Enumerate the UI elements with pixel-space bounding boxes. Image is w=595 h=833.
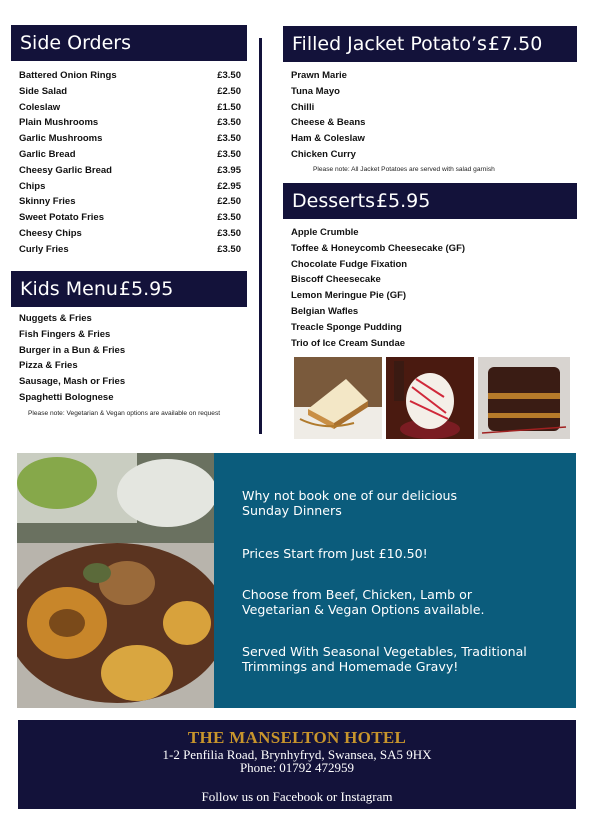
desserts-list [291,225,571,351]
list-item: Chocolate Fudge Fixation [291,258,408,270]
desserts-price: £5.95 [375,190,431,212]
promo-line-3: Choose from Beef, Chicken, Lamb or Vegetarian & Vegan Options available. [242,587,485,617]
cheesecake-photo [294,357,382,439]
list-item: Curly Fries £3.50 [19,243,241,255]
list-item: Fish Fingers & Fries [19,328,111,340]
list-item: Biscoff Cheesecake [291,274,381,286]
jacket-potatoes-list [291,68,571,163]
list-item: Garlic Mushrooms £3.50 [19,133,241,145]
list-item: Toffee & Honeycomb Cheesecake (GF) [291,242,466,254]
hotel-address: 1-2 Penfilia Road, Brynhyfryd, Swansea, SA5 9HX [162,747,432,762]
list-item: Tuna Mayo [291,85,340,97]
list-item: Battered Onion Rings £3.50 [19,70,241,81]
kids-menu-price: £5.95 [118,278,174,300]
jacket-potatoes-title: Filled Jacket Potato’s [292,33,487,55]
sunday-dinner-promo [214,453,576,708]
roast-dinner-photo [17,453,214,708]
list-item: Cheese & Beans [291,117,366,129]
list-item: Garlic Bread £3.50 [19,148,241,160]
promo-line-2: Prices Start from Just £10.50! [242,546,428,561]
desserts-header [283,183,577,219]
list-item: Chicken Curry [291,148,356,160]
list-item: Ham & Coleslaw [291,133,365,145]
list-item: Burger in a Bun & Fries [19,344,126,356]
list-item: Nuggets & Fries [19,313,92,324]
kids-menu-list [19,311,241,406]
jacket-potatoes-note: Please note: All Jacket Potatoes are served with salad garnish [313,166,495,173]
list-item: Coleslaw £1.50 [19,101,241,113]
hotel-phone: Phone: 01792 472959 [239,760,355,775]
list-item: Pizza & Fries [19,360,78,372]
kids-menu-title: Kids Menu [20,278,118,300]
jacket-potatoes-header [283,26,577,62]
list-item: Chips £2.95 [19,180,241,192]
list-item: Trio of Ice Cream Sundae [291,337,406,349]
list-item: Side Salad £2.50 [19,85,241,97]
hotel-name: THE MANSELTON HOTEL [187,728,407,747]
list-item: Plain Mushrooms £3.50 [19,117,241,129]
side-orders-list [19,68,241,258]
list-item: Sweet Potato Fries £3.50 [19,212,241,224]
kids-menu-note: Please note: Vegetarian & Vegan options are available on request [28,410,221,417]
side-orders-title: Side Orders [20,32,132,54]
chocolate-cake-photo [478,357,570,439]
sundae-photo [386,357,474,439]
list-item: Sausage, Mash or Fries [19,376,126,388]
hotel-footer [18,720,576,809]
promo-line-1: Why not book one of our delicious Sunday Dinners [242,488,458,518]
list-item: Chilli [291,101,315,113]
column-divider [259,38,262,434]
promo-line-4: Served With Seasonal Vegetables, Traditional Trimmings and Homemade Gravy! [242,644,527,674]
list-item: Cheesy Chips £3.50 [19,227,241,239]
list-item: Cheesy Garlic Bread £3.95 [19,164,241,176]
list-item: Prawn Marie [291,70,347,81]
kids-menu-header [11,271,247,307]
list-item: Treacle Sponge Pudding [291,321,402,333]
side-orders-header [11,25,247,61]
list-item: Belgian Wafles [291,305,359,317]
jacket-potatoes-price: £7.50 [487,33,543,55]
list-item: Lemon Meringue Pie (GF) [291,290,407,302]
social-follow: Follow us on Facebook or Instagram [201,789,393,804]
desserts-title: Desserts [292,190,375,212]
list-item: Spaghetti Bolognese [19,391,114,403]
list-item: Skinny Fries £2.50 [19,196,241,208]
list-item: Apple Crumble [291,227,359,238]
